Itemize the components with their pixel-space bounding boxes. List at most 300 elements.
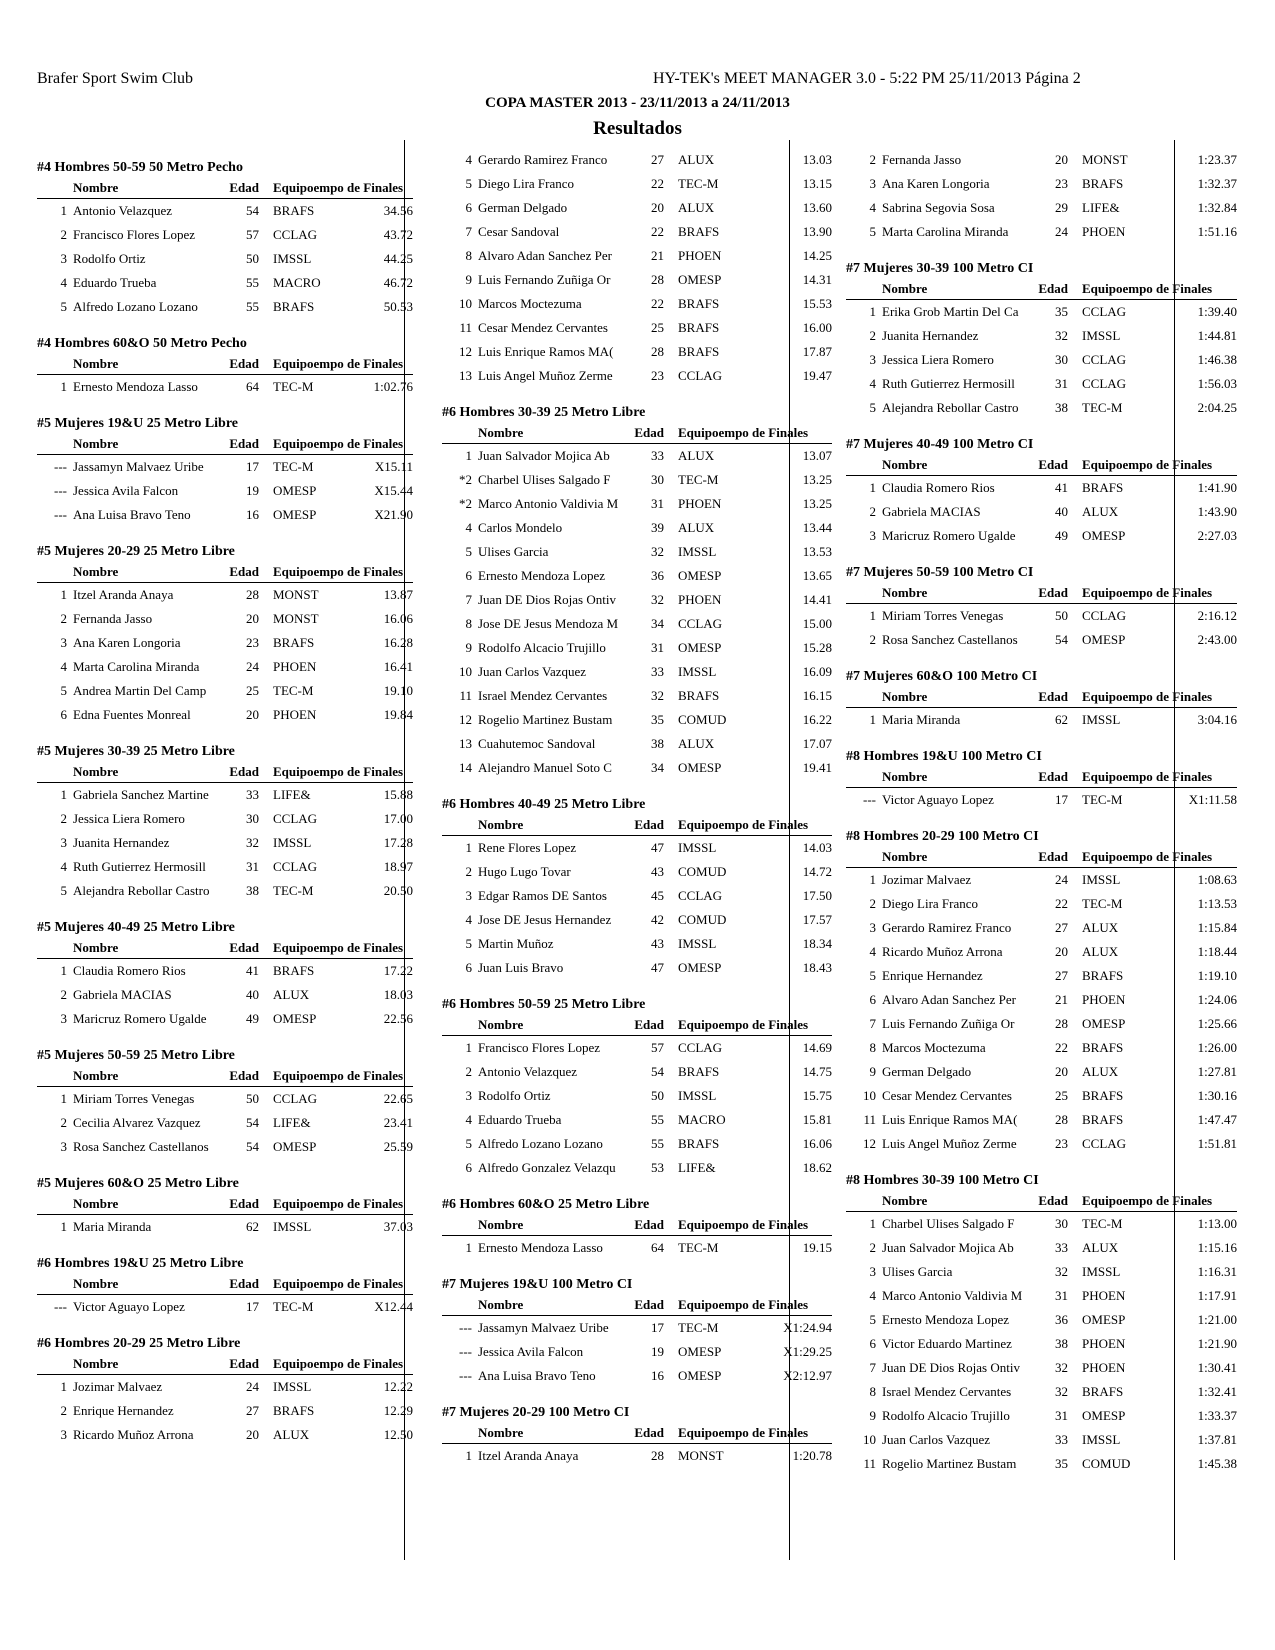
table-header xyxy=(37,938,413,959)
final-time: X1:24.94 xyxy=(783,1320,832,1335)
final-time: 1:17.91 xyxy=(1197,1288,1237,1303)
swimmer-name: Rodolfo Ortiz xyxy=(73,251,146,266)
result-row xyxy=(37,1007,413,1031)
table-header xyxy=(442,1015,832,1036)
place: 4 xyxy=(465,520,472,535)
swimmer-name: Jozimar Malvaez xyxy=(882,872,972,887)
final-time: 15.28 xyxy=(802,640,832,655)
age: 28 xyxy=(651,344,664,359)
place: 5 xyxy=(465,1136,472,1151)
result-row xyxy=(37,375,413,399)
team: TEC-M xyxy=(273,379,314,394)
place: 10 xyxy=(863,1432,876,1447)
header-name: Nombre xyxy=(478,1425,524,1440)
place: 6 xyxy=(465,200,472,215)
swimmer-name: Juanita Hernandez xyxy=(882,328,979,343)
result-row xyxy=(846,868,1237,892)
place: 2 xyxy=(869,1240,876,1255)
team: COMUD xyxy=(1082,1456,1131,1471)
age: 54 xyxy=(246,203,259,218)
place: 2 xyxy=(869,328,876,343)
swimmer-name: Gabriela MACIAS xyxy=(882,504,981,519)
header-team-time: Equipoempo de Finales xyxy=(1082,585,1213,600)
team: IMSSL xyxy=(1082,328,1121,343)
result-row xyxy=(846,372,1237,396)
age: 17 xyxy=(1055,792,1068,807)
team: CCLAG xyxy=(273,859,318,874)
team: OMESP xyxy=(678,1344,722,1359)
header-place xyxy=(37,178,67,198)
place: 13 xyxy=(459,368,472,383)
result-row xyxy=(846,172,1237,196)
final-time: 16.06 xyxy=(383,611,413,626)
team: OMESP xyxy=(678,272,722,287)
team: BRAFS xyxy=(273,299,315,314)
team: PHOEN xyxy=(1082,1288,1126,1303)
final-time: X1:11.58 xyxy=(1188,792,1237,807)
place: 9 xyxy=(465,640,472,655)
age: 50 xyxy=(1055,608,1068,623)
final-time: 1:32.41 xyxy=(1197,1384,1237,1399)
age: 29 xyxy=(1055,200,1068,215)
team: BRAFS xyxy=(273,1403,315,1418)
table-header xyxy=(846,583,1237,604)
final-time: 2:04.25 xyxy=(1197,400,1237,415)
header-name: Nombre xyxy=(882,281,928,296)
header-age: Edad xyxy=(1038,457,1068,472)
event-block xyxy=(846,827,1237,1156)
place: *2 xyxy=(459,496,472,511)
age: 30 xyxy=(246,811,259,826)
result-row xyxy=(37,655,413,679)
age: 33 xyxy=(651,664,664,679)
event-title: #5 Mujeres 40-49 25 Metro Libre xyxy=(37,920,235,935)
final-time: 1:47.47 xyxy=(1197,1112,1237,1127)
age: 28 xyxy=(651,272,664,287)
swimmer-name: Cesar Sandoval xyxy=(478,224,560,239)
final-time: 14.03 xyxy=(802,840,832,855)
place: 3 xyxy=(60,1427,67,1442)
final-time: 18.62 xyxy=(802,1160,832,1175)
header-name: Nombre xyxy=(882,457,928,472)
final-time: 16.00 xyxy=(802,320,832,335)
header-team-time: Equipoempo de Finales xyxy=(678,817,809,832)
place: 3 xyxy=(60,835,67,850)
results-title: Resultados xyxy=(593,118,682,139)
result-row xyxy=(846,1380,1237,1404)
results-column-2 xyxy=(442,148,832,1483)
header-name: Nombre xyxy=(73,764,119,779)
final-time: 15.53 xyxy=(802,296,832,311)
result-row xyxy=(442,172,832,196)
final-time: 23.41 xyxy=(383,1115,413,1130)
final-time: 15.00 xyxy=(802,616,832,631)
place: 11 xyxy=(863,1456,876,1471)
header-team-time: Equipoempo de Finales xyxy=(1082,849,1213,864)
place: 2 xyxy=(60,1115,67,1130)
age: 42 xyxy=(651,912,664,927)
swimmer-name: Victor Aguayo Lopez xyxy=(882,792,994,807)
place: 8 xyxy=(465,248,472,263)
final-time: 1:56.03 xyxy=(1197,376,1237,391)
final-time: 17.07 xyxy=(802,736,832,751)
header-team-time: Equipoempo de Finales xyxy=(273,564,404,579)
age: 55 xyxy=(246,275,259,290)
team: OMESP xyxy=(273,507,317,522)
event-block xyxy=(37,1174,413,1239)
swimmer-name: Charbel Ulises Salgado F xyxy=(478,472,611,487)
result-row xyxy=(846,476,1237,500)
final-time: 13.60 xyxy=(802,200,832,215)
swimmer-name: Juanita Hernandez xyxy=(73,835,170,850)
header-place xyxy=(442,1015,472,1035)
result-row xyxy=(37,455,413,479)
swimmer-name: Juan DE Dios Rojas Ontiv xyxy=(478,592,616,607)
header-age: Edad xyxy=(229,1068,259,1083)
result-row xyxy=(846,628,1237,652)
place: 5 xyxy=(465,936,472,951)
result-row xyxy=(442,1036,832,1060)
swimmer-name: Juan Carlos Vazquez xyxy=(882,1432,991,1447)
place: 11 xyxy=(459,320,472,335)
result-row xyxy=(846,1308,1237,1332)
place: 1 xyxy=(869,712,876,727)
final-time: 1:23.37 xyxy=(1197,152,1237,167)
age: 32 xyxy=(1055,328,1068,343)
final-time: 1:39.40 xyxy=(1197,304,1237,319)
place: 1 xyxy=(60,587,67,602)
age: 40 xyxy=(1055,504,1068,519)
swimmer-name: Erika Grob Martin Del Ca xyxy=(882,304,1019,319)
swimmer-name: Martin Muñoz xyxy=(478,936,554,951)
team: OMESP xyxy=(678,640,722,655)
final-time: 1:37.81 xyxy=(1197,1432,1237,1447)
header-age: Edad xyxy=(229,436,259,451)
place: 4 xyxy=(60,659,67,674)
team: OMESP xyxy=(1082,632,1126,647)
swimmer-name: Alejandra Rebollar Castro xyxy=(73,883,210,898)
swimmer-name: Cesar Mendez Cervantes xyxy=(478,320,608,335)
header-place xyxy=(846,1191,876,1211)
swimmer-name: Ernesto Mendoza Lasso xyxy=(73,379,198,394)
result-row xyxy=(846,1284,1237,1308)
result-row xyxy=(442,1108,832,1132)
team: CCLAG xyxy=(273,227,318,242)
final-time: 1:15.16 xyxy=(1197,1240,1237,1255)
age: 27 xyxy=(1055,920,1068,935)
header-name: Nombre xyxy=(73,356,119,371)
team: TEC-M xyxy=(1082,896,1123,911)
table-header xyxy=(846,455,1237,476)
event-block xyxy=(442,1275,832,1388)
result-row xyxy=(442,956,832,980)
age: 20 xyxy=(246,611,259,626)
event-title: #7 Mujeres 19&U 100 Metro CI xyxy=(442,1277,633,1292)
table-header xyxy=(37,1194,413,1215)
result-row xyxy=(37,199,413,223)
event-title: #8 Hombres 30-39 100 Metro CI xyxy=(846,1173,1039,1188)
age: 55 xyxy=(246,299,259,314)
age: 57 xyxy=(651,1040,664,1055)
swimmer-name: Juan DE Dios Rojas Ontiv xyxy=(882,1360,1020,1375)
team: ALUX xyxy=(1082,920,1119,935)
event-block xyxy=(442,403,832,780)
age: 54 xyxy=(246,1139,259,1154)
team: MACRO xyxy=(678,1112,726,1127)
result-row xyxy=(37,783,413,807)
header-age: Edad xyxy=(634,425,664,440)
age: 25 xyxy=(651,320,664,335)
software-stamp: HY-TEK's MEET MANAGER 3.0 - 5:22 PM 25/11/2013 Página 2 xyxy=(653,70,1081,87)
swimmer-name: Ruth Gutierrez Hermosill xyxy=(882,376,1015,391)
place: 4 xyxy=(869,1288,876,1303)
age: 20 xyxy=(1055,1064,1068,1079)
place: 2 xyxy=(869,632,876,647)
result-row xyxy=(442,1156,832,1180)
place: 7 xyxy=(869,1016,876,1031)
age: 31 xyxy=(651,640,664,655)
age: 23 xyxy=(246,635,259,650)
result-row xyxy=(846,1356,1237,1380)
place: 4 xyxy=(60,275,67,290)
team: IMSSL xyxy=(678,840,717,855)
result-row xyxy=(442,1132,832,1156)
team: IMSSL xyxy=(273,251,312,266)
result-row xyxy=(442,708,832,732)
header-place xyxy=(442,1215,472,1235)
team: PHOEN xyxy=(1082,1336,1126,1351)
age: 24 xyxy=(246,1379,259,1394)
age: 38 xyxy=(1055,1336,1068,1351)
swimmer-name: Itzel Aranda Anaya xyxy=(73,587,174,602)
age: 35 xyxy=(1055,304,1068,319)
header-team-time: Equipoempo de Finales xyxy=(678,1425,809,1440)
team: MONST xyxy=(273,587,319,602)
final-time: 16.06 xyxy=(802,1136,832,1151)
event-block xyxy=(442,995,832,1180)
final-time: 17.87 xyxy=(802,344,832,359)
swimmer-name: Rogelio Martinez Bustam xyxy=(882,1456,1017,1471)
swimmer-name: Rodolfo Ortiz xyxy=(478,1088,551,1103)
age: 25 xyxy=(246,683,259,698)
place: 2 xyxy=(869,504,876,519)
age: 31 xyxy=(1055,376,1068,391)
final-time: 18.34 xyxy=(802,936,832,951)
team: PHOEN xyxy=(1082,224,1126,239)
final-time: 19.84 xyxy=(383,707,413,722)
result-row xyxy=(442,1060,832,1084)
age: 34 xyxy=(651,760,664,775)
final-time: 14.75 xyxy=(802,1064,832,1079)
place: 7 xyxy=(465,224,472,239)
result-row xyxy=(37,855,413,879)
place: 5 xyxy=(869,1312,876,1327)
swimmer-name: Gabriela MACIAS xyxy=(73,987,172,1002)
team: OMESP xyxy=(1082,1312,1126,1327)
final-time: 1:51.81 xyxy=(1197,1136,1237,1151)
table-header xyxy=(846,1191,1237,1212)
final-time: 1:19.10 xyxy=(1197,968,1237,983)
result-row xyxy=(442,932,832,956)
result-row xyxy=(37,607,413,631)
swimmer-name: Maricruz Romero Ugalde xyxy=(882,528,1016,543)
result-row xyxy=(442,516,832,540)
header-age: Edad xyxy=(634,1297,664,1312)
final-time: 1:13.53 xyxy=(1197,896,1237,911)
final-time: 16.15 xyxy=(802,688,832,703)
age: 32 xyxy=(651,544,664,559)
header-age: Edad xyxy=(1038,1193,1068,1208)
swimmer-name: Maricruz Romero Ugalde xyxy=(73,1011,207,1026)
final-time: 19.10 xyxy=(383,683,413,698)
swimmer-name: Alfredo Gonzalez Velazqu xyxy=(478,1160,616,1175)
result-row xyxy=(442,364,832,388)
header-team-time: Equipoempo de Finales xyxy=(273,1276,404,1291)
event-block xyxy=(37,742,413,903)
header-name: Nombre xyxy=(882,585,928,600)
age: 54 xyxy=(246,1115,259,1130)
result-row xyxy=(846,500,1237,524)
age: 32 xyxy=(1055,1384,1068,1399)
result-row xyxy=(846,300,1237,324)
team: OMESP xyxy=(678,960,722,975)
team: ALUX xyxy=(678,448,715,463)
age: 23 xyxy=(1055,176,1068,191)
result-row xyxy=(846,1212,1237,1236)
header-team-time: Equipoempo de Finales xyxy=(273,356,404,371)
table-header xyxy=(37,1066,413,1087)
place: 1 xyxy=(869,608,876,623)
header-place xyxy=(846,687,876,707)
header-team-time: Equipoempo de Finales xyxy=(273,1196,404,1211)
swimmer-name: Luis Enrique Ramos MA( xyxy=(478,344,614,359)
final-time: 1:13.00 xyxy=(1197,1216,1237,1231)
age: 23 xyxy=(651,368,664,383)
result-row xyxy=(846,1132,1237,1156)
place: 6 xyxy=(60,707,67,722)
final-time: 17.22 xyxy=(383,963,413,978)
final-time: 13.53 xyxy=(802,544,832,559)
final-time: 14.25 xyxy=(802,248,832,263)
header-age: Edad xyxy=(1038,281,1068,296)
team: PHOEN xyxy=(678,496,722,511)
result-row xyxy=(442,492,832,516)
result-row xyxy=(37,807,413,831)
age: 32 xyxy=(246,835,259,850)
team: TEC-M xyxy=(678,1240,719,1255)
age: 28 xyxy=(1055,1112,1068,1127)
place: 3 xyxy=(465,1088,472,1103)
result-row xyxy=(442,860,832,884)
result-row xyxy=(846,1260,1237,1284)
final-time: 1:33.37 xyxy=(1197,1408,1237,1423)
team: BRAFS xyxy=(678,320,720,335)
team: BRAFS xyxy=(273,203,315,218)
header-team-time: Equipoempo de Finales xyxy=(678,1217,809,1232)
place: 11 xyxy=(863,1112,876,1127)
swimmer-name: Jassamyn Malvaez Uribe xyxy=(478,1320,609,1335)
age: 22 xyxy=(651,296,664,311)
swimmer-name: Ernesto Mendoza Lopez xyxy=(882,1312,1010,1327)
age: 21 xyxy=(651,248,664,263)
result-row xyxy=(846,524,1237,548)
age: 49 xyxy=(1055,528,1068,543)
header-team-time: Equipoempo de Finales xyxy=(1082,769,1213,784)
event-title: #6 Hombres 20-29 25 Metro Libre xyxy=(37,1336,241,1351)
team: PHOEN xyxy=(1082,1360,1126,1375)
event-title: #6 Hombres 60&O 25 Metro Libre xyxy=(442,1197,650,1212)
header-team-time: Equipoempo de Finales xyxy=(273,940,404,955)
final-time: 1:21.90 xyxy=(1197,1336,1237,1351)
swimmer-name: Fernanda Jasso xyxy=(73,611,153,626)
place: 6 xyxy=(465,568,472,583)
result-row xyxy=(37,631,413,655)
swimmer-name: Enrique Hernandez xyxy=(882,968,983,983)
swimmer-name: Maria Miranda xyxy=(73,1219,152,1234)
header-team-time: Equipoempo de Finales xyxy=(273,180,404,195)
final-time: 1:27.81 xyxy=(1197,1064,1237,1079)
header-place xyxy=(442,423,472,443)
header-place xyxy=(442,1295,472,1315)
result-row xyxy=(846,196,1237,220)
age: 22 xyxy=(651,176,664,191)
swimmer-name: Gabriela Sanchez Martine xyxy=(73,787,209,802)
header-place xyxy=(37,1194,67,1214)
final-time: 17.57 xyxy=(802,912,832,927)
age: 33 xyxy=(1055,1432,1068,1447)
age: 28 xyxy=(651,1448,664,1463)
result-row xyxy=(846,708,1237,732)
result-row xyxy=(846,892,1237,916)
place: 4 xyxy=(465,912,472,927)
team: BRAFS xyxy=(273,963,315,978)
age: 20 xyxy=(246,707,259,722)
age: 24 xyxy=(246,659,259,674)
swimmer-name: Ernesto Mendoza Lopez xyxy=(478,568,606,583)
final-time: 1:18.44 xyxy=(1197,944,1237,959)
age: 19 xyxy=(651,1344,664,1359)
result-row xyxy=(442,636,832,660)
age: 30 xyxy=(1055,352,1068,367)
swimmer-name: Jozimar Malvaez xyxy=(73,1379,163,1394)
event-title: #8 Hombres 20-29 100 Metro CI xyxy=(846,829,1039,844)
swimmer-name: Marta Carolina Miranda xyxy=(882,224,1009,239)
final-time: 13.03 xyxy=(802,152,832,167)
team: LIFE& xyxy=(273,1115,311,1130)
final-time: 37.03 xyxy=(383,1219,413,1234)
result-row xyxy=(846,1332,1237,1356)
team: OMESP xyxy=(273,1011,317,1026)
age: 41 xyxy=(1055,480,1068,495)
final-time: 19.15 xyxy=(802,1240,832,1255)
final-time: 50.53 xyxy=(383,299,413,314)
header-name: Nombre xyxy=(882,849,928,864)
team: BRAFS xyxy=(678,1064,720,1079)
final-time: X15.44 xyxy=(374,483,413,498)
team: BRAFS xyxy=(273,635,315,650)
final-time: 34.56 xyxy=(383,203,413,218)
final-time: 19.41 xyxy=(802,760,832,775)
place: 3 xyxy=(60,1139,67,1154)
event-title: #6 Hombres 50-59 25 Metro Libre xyxy=(442,997,646,1012)
age: 31 xyxy=(246,859,259,874)
team: LIFE& xyxy=(678,1160,716,1175)
team: IMSSL xyxy=(678,1088,717,1103)
age: 34 xyxy=(651,616,664,631)
place: 8 xyxy=(869,1040,876,1055)
final-time: X1:29.25 xyxy=(783,1344,832,1359)
result-row xyxy=(846,1108,1237,1132)
